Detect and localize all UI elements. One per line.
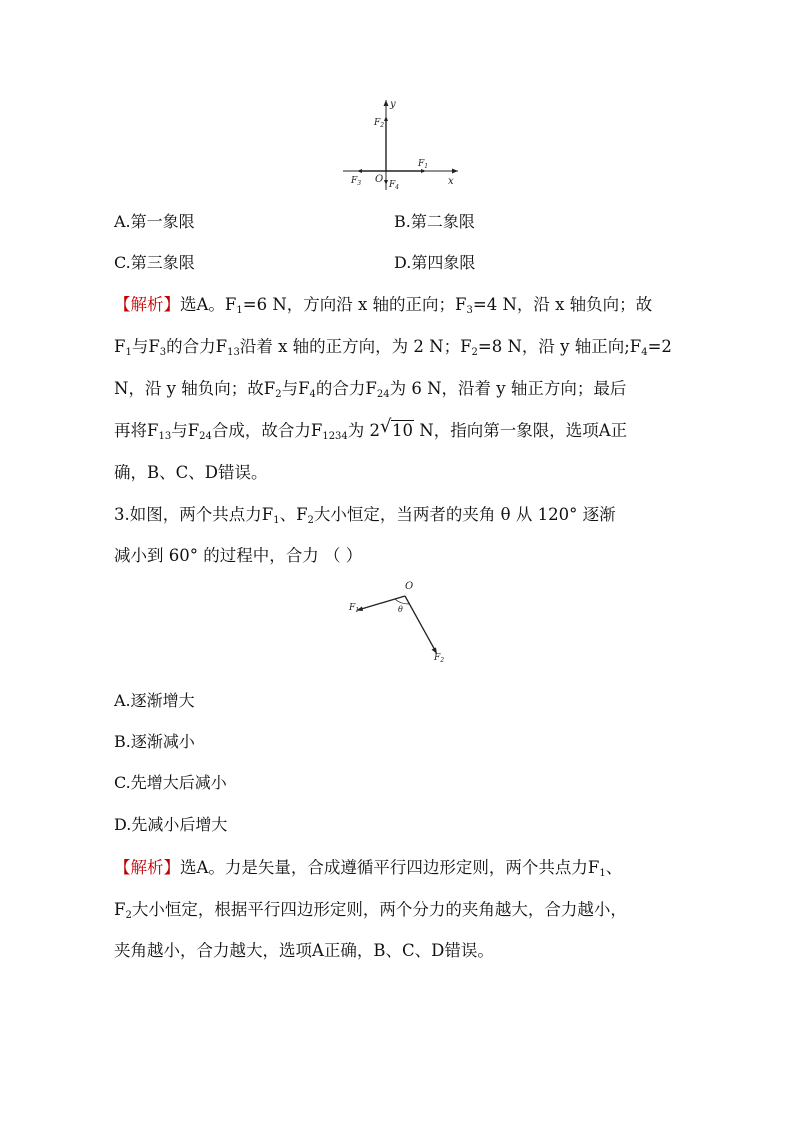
force-axes-figure — [0, 0, 794, 200]
q2-option-a: A.第一象限 — [114, 212, 195, 231]
q3-option-b: B.逐渐减小 — [114, 732, 195, 751]
y-axis-label: y — [390, 99, 396, 110]
f3-label: $F_3$ — [351, 176, 362, 187]
f3-arrowhead — [357, 169, 362, 173]
analysis3-line-2: $F_2$大小恒定，根据平行四边形定则，两个分力的夹角越大，合力越小， — [114, 900, 627, 921]
x-axis-arrow — [452, 169, 458, 174]
analysis2-line-1: 【解析】选A。$F_1=6$ N，方向沿 x 轴的正向；$F_3=4$ N，沿 x 轴负向；故 — [114, 295, 653, 316]
analysis3-line-1: 【解析】选A。力是矢量，合成遵循平行四边形定则，两个共点力$F_1$、 — [114, 858, 623, 879]
q2-option-c: C.第三象限 — [114, 253, 195, 272]
q3-option-a: A.逐渐增大 — [114, 691, 195, 710]
f4-arrowhead — [384, 180, 388, 185]
x-axis-label: x — [448, 176, 454, 187]
f2-arrowhead — [384, 116, 388, 121]
q3-option-d: D.先减小后增大 — [114, 815, 228, 834]
analysis2-line-2: $F_1$与$F_3$的合力$F_{13}$沿着 x 轴的正方向，为 2 N；$F_2=8$ N，沿 y 轴正向$;F_4=2$ — [114, 337, 672, 358]
y-axis-arrow — [384, 100, 389, 106]
sqrt-expression: √ 10 — [380, 416, 414, 440]
q2-option-b: B.第二象限 — [394, 212, 475, 231]
f2-vector — [405, 596, 436, 652]
analysis2-line-4: 再将$F_{13}$与$F_{24}$合成，故合力$F_{1234}$为 2 √ 10 N，指向第一象限，选项A正 — [114, 416, 628, 442]
analysis2-line-3: N，沿 y 轴负向；故$F_2$与$F_4$的合力$F_{24}$为 6 N，沿着 y 轴正方向；最后 — [114, 379, 627, 400]
analysis-tag: 【解析】 — [114, 295, 180, 314]
origin-label: O — [405, 581, 414, 592]
f1-label: $F_1$ — [418, 159, 429, 170]
analysis-tag: 【解析】 — [114, 858, 180, 877]
q3-option-c: C.先增大后减小 — [114, 773, 227, 792]
q3-stem-line-2: 减小到 60° 的过程中，合力 （ ） — [114, 546, 363, 565]
origin-label: O — [375, 174, 384, 185]
q2-option-d: D.第四象限 — [394, 253, 476, 272]
f4-label: $F_4$ — [389, 180, 400, 191]
concurrent-forces-figure — [0, 570, 794, 690]
q3-stem-line-1: 3.如图，两个共点力$F_1$、$F_2$大小恒定，当两者的夹角 θ 从 120° 逐渐 — [114, 505, 616, 526]
analysis2-line-5: 确，B、C、D错误。 — [114, 463, 268, 482]
analysis3-line-3: 夹角越小，合力越大，选项A正确，B、C、D错误。 — [114, 941, 494, 960]
theta-label: θ — [398, 605, 403, 614]
f1-label: $F_1$ — [349, 603, 360, 614]
f2-label: $F_2$ — [434, 653, 445, 664]
f2-label: $F_2$ — [374, 118, 385, 129]
